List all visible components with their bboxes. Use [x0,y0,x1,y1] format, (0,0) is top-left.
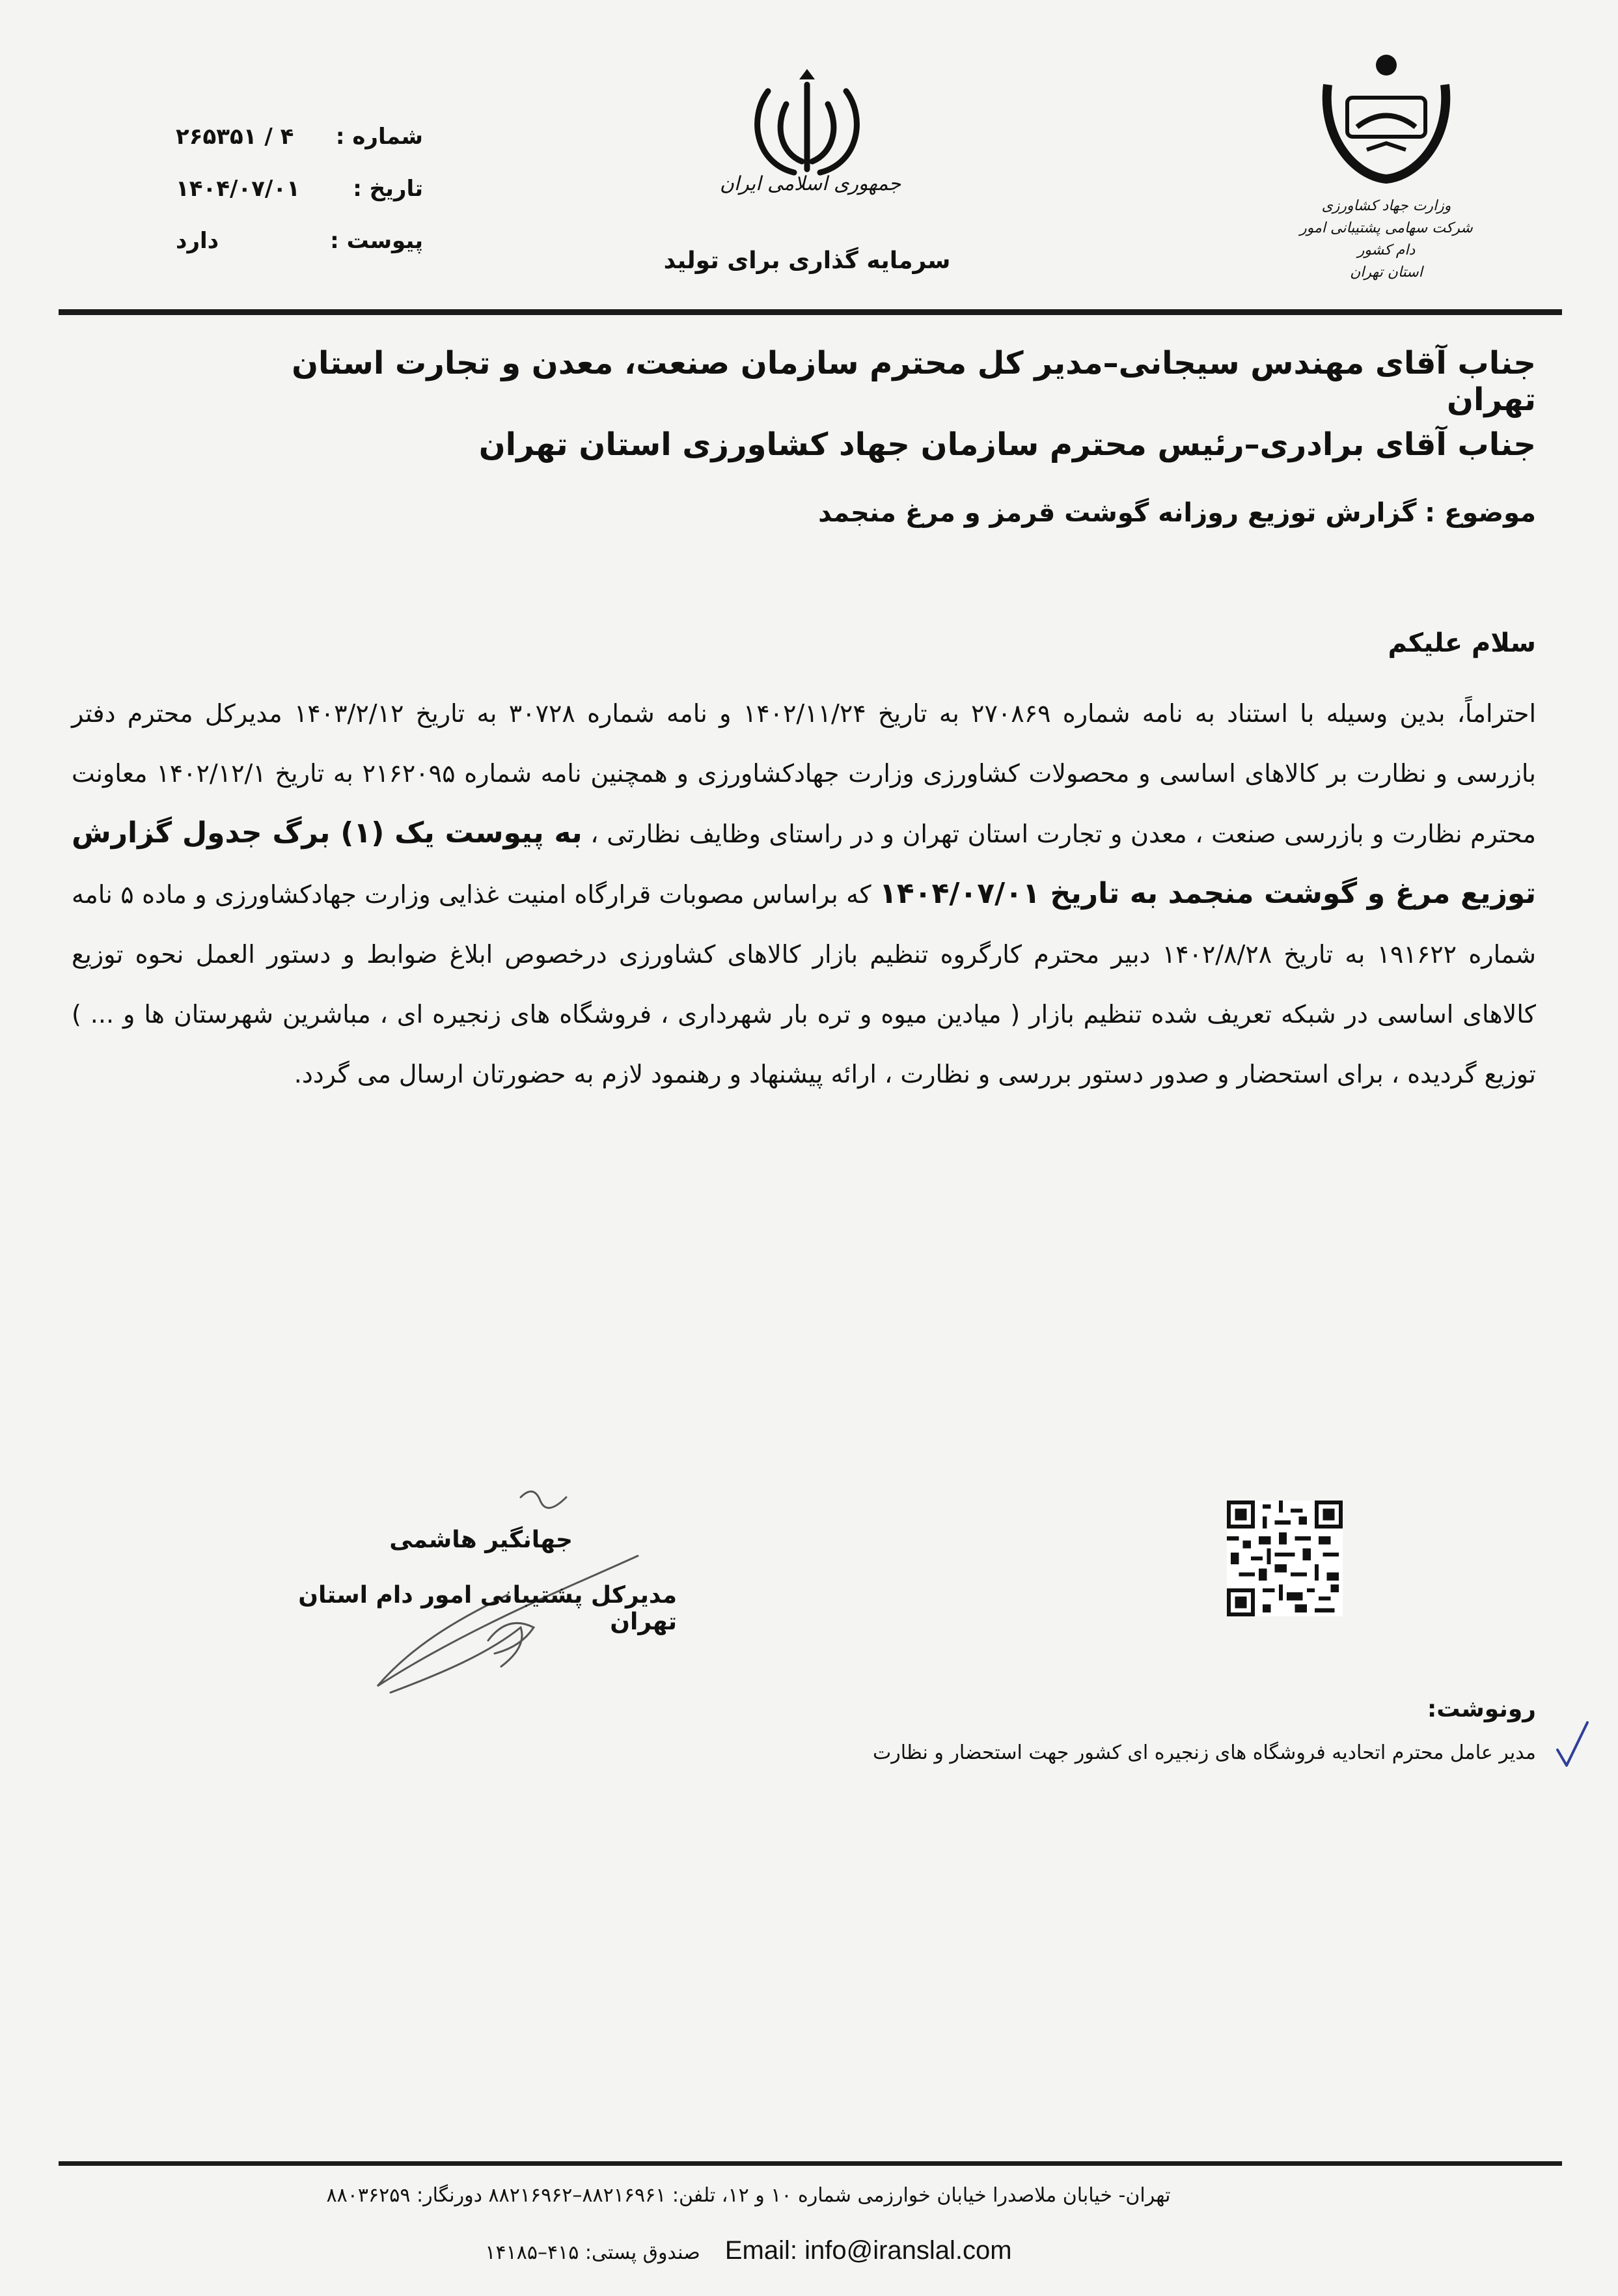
logo-line: شرکت سهامی پشتیبانی امور دام کشور [1300,220,1473,258]
footer-divider [59,2161,1562,2166]
date-label: تاریخ : [353,176,423,202]
addressee-2: جناب آقای برادری–رئیس محترم سازمان جهاد کشاورزی استان تهران [478,426,1536,463]
number-label: شماره : [335,124,423,150]
footer-postal: صندوق پستی: ۴۱۵–۱۴۱۸۵ [485,2241,700,2264]
emblem-caption: جمهوری اسلامی ایران [719,173,901,195]
date-row [176,163,423,215]
cc-label: رونوشت: [1427,1696,1536,1722]
cc-item: مدیر عامل محترم اتحادیه فروشگاه های زنجیره ای کشور جهت استحضار و نظارت [872,1741,1536,1764]
subject-text: گزارش توزیع روزانه گوشت قرمز و مرغ منجمد [818,498,1417,528]
footer-contact [391,2236,1106,2265]
letter-meta [176,111,423,267]
subject-line [195,498,1536,528]
logo-line: استان تهران [1350,264,1423,281]
attachment-value: دارد [176,228,219,254]
jahad-keshavarzi-logo-icon [1302,39,1471,195]
addressee-1: جناب آقای مهندس سیجانی–مدیر کل محترم سازمان صنعت، معدن و تجارت استان تهران [292,345,1536,418]
logo-lines [1289,195,1484,284]
iran-emblem-icon [742,65,872,189]
attachment-row [176,215,423,267]
logo-line: وزارت جهاد کشاورزی [1321,198,1451,214]
slogan: سرمایه گذاری برای تولید [663,247,951,274]
body-part-1: احتراماً، بدین وسیله با استناد به نامه شماره ۲۷۰۸۶۹ به تاریخ ۱۴۰۲/۱۱/۲۴ و نامه شماره ۳۰۷۲۸ به تاریخ ۱۴۰۳/۲/۱۲ مدیرکل محترم دفتر بازرسی و نظارت بر کالاهای اساسی و محصولات کشاورزی وزارت جهادکشاورزی و همچنین نامه شماره ۲۱۶۲۰۹۵ به تاریخ ۱۴۰۲/۱۲/۱ معاونت محترم نظارت و بازرسی صنعت ، معدن و تجارت استان تهران و در راستای وظایف نظارتی ، [72,699,1537,848]
footer-email: Email: info@iranslal.com [724,2236,1012,2265]
attachment-label: پیوست : [330,228,423,254]
number-row [176,111,423,163]
header-divider [59,309,1562,315]
greeting: سلام علیکم [1388,628,1536,658]
date-value: ۱۴۰۴/۰۷/۰۱ [176,176,300,202]
number-value: ۴ / ۲۶۵۳۵۱ [176,124,294,150]
signatory-name: جهانگیر هاشمی [389,1527,573,1553]
signatory-title: مدیرکل پشتیبانی امور دام استان تهران [298,1582,677,1635]
letter-body [72,684,1536,1104]
body-part-2: که براساس مصوبات قرارگاه امنیت غذایی وزارت جهادکشاورزی و ماده ۵ نامه شماره ۱۹۱۶۲۲ به تاریخ ۱۴۰۲/۸/۲۸ دبیر محترم کارگروه تنظیم بازار کالاهای کشاورزی درخصوص ابلاغ ضوابط و دستور العمل نحوه توزیع کالاهای اساسی در شبکه تعریف شده تنظیم بازار ( میادین میوه و تره بار شهرداری ، فروشگاه های زنجیره ای ، مباشرین شهرستان ها و ... ) توزیع گردیده ، برای استحضار و صدور دستور بررسی و نظارت ، ارائه پیشنهاد و رهنمود لازم به حضورتان ارسال می گردد. [72,880,1537,1088]
subject-label: موضوع : [1425,498,1536,528]
footer-address: تهران- خیابان ملاصدرا خیابان خوارزمی شماره ۱۰ و ۱۲، تلفن: ۸۸۲۱۶۹۶۱–۸۸۲۱۶۹۶۲ دورنگار: ۸۸۰۳۶۲۵۹ [326,2184,1171,2207]
checkmark-icon [1552,1719,1591,1771]
body-bold-part: به پیوست یک (۱) برگ جدول گزارش توزیع مرغ و گوشت منجمد به تاریخ ۱۴۰۴/۰۷/۰۱ [72,816,1537,910]
qr-code-icon [1227,1501,1343,1616]
